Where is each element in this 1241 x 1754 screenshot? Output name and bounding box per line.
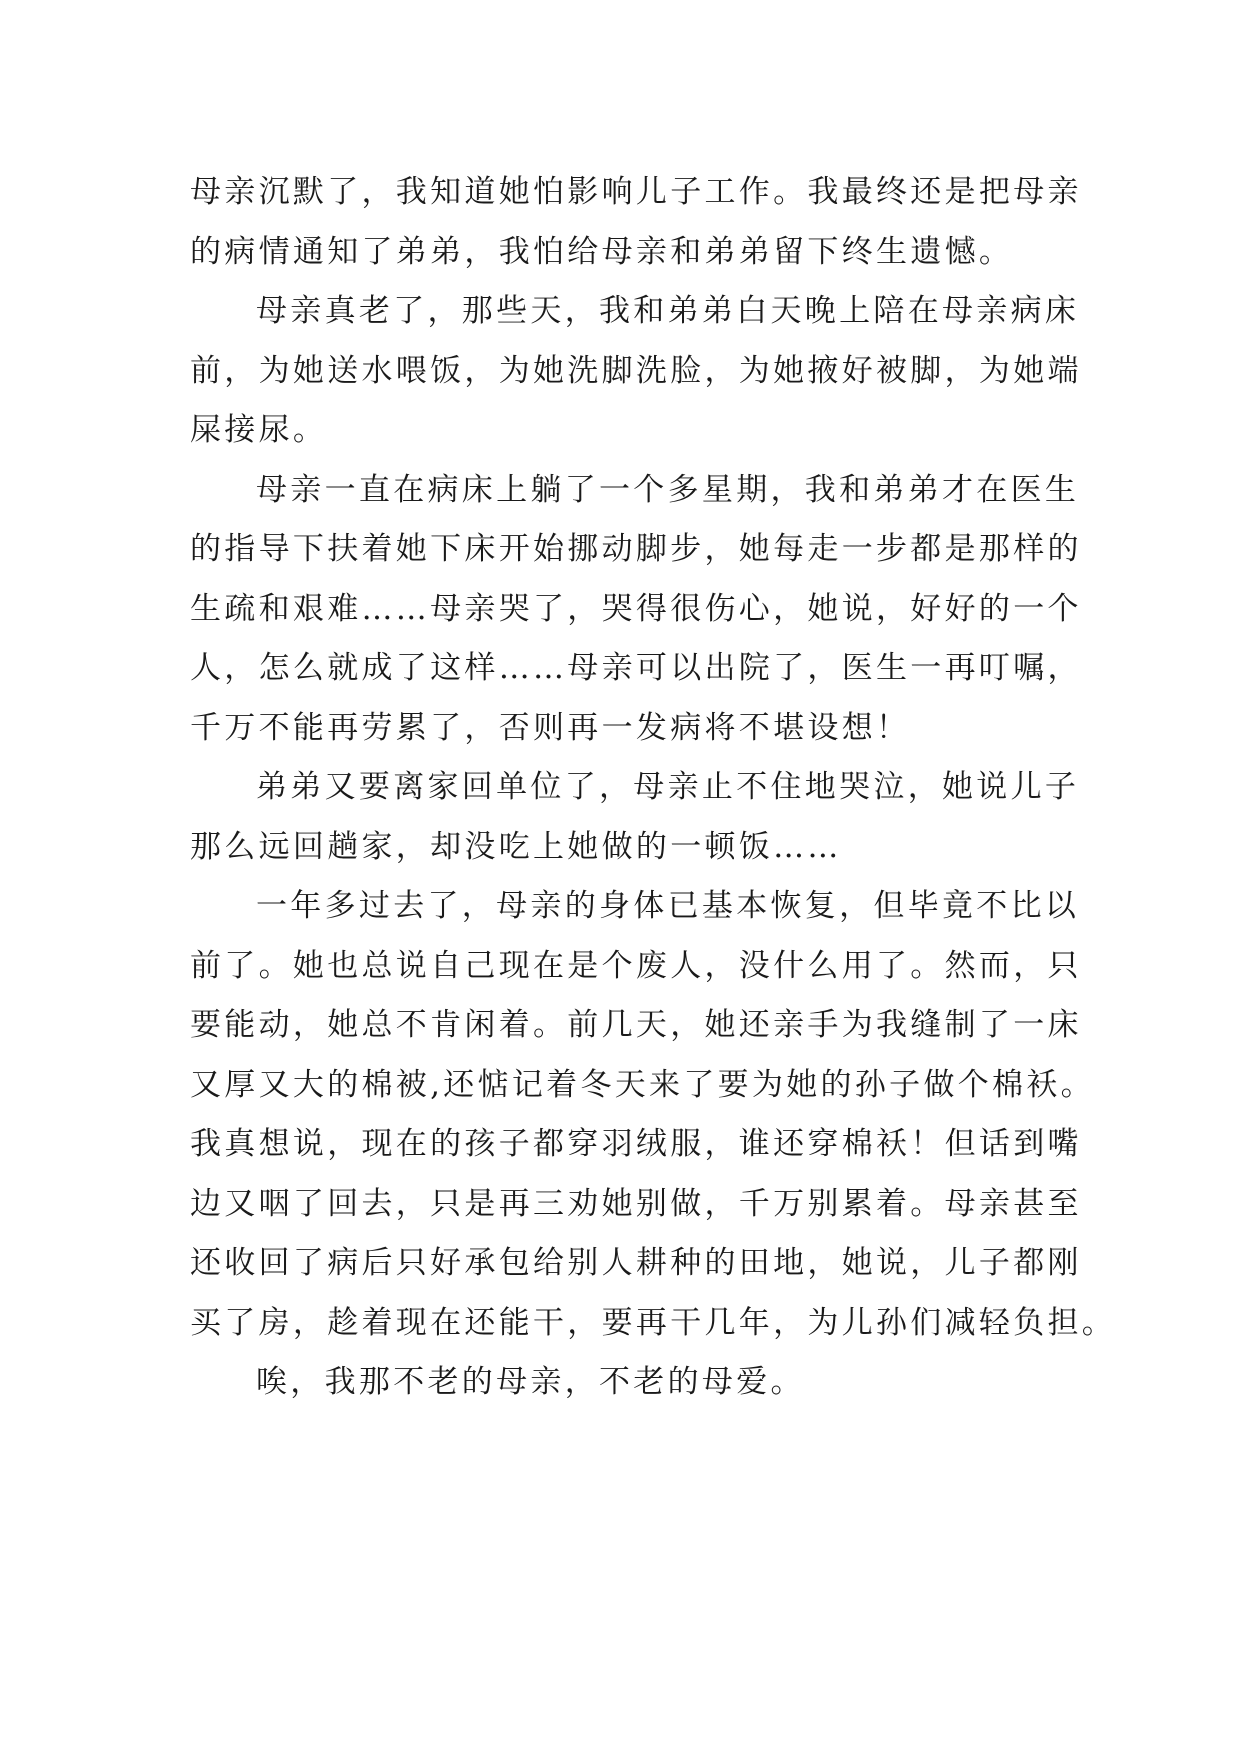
text-line: 一年多过去了，母亲的身体已基本恢复，但毕竟不比以 <box>256 888 1080 924</box>
text-line: 母亲真老了，那些天，我和弟弟白天晚上陪在母亲病床 <box>256 293 1080 329</box>
text-line: 唉，我那不老的母亲，不老的母爱。 <box>256 1364 805 1400</box>
text-line: 人，怎么就成了这样……母亲可以出院了，医生一再叮嘱， <box>190 650 1082 686</box>
text-line: 母亲一直在病床上躺了一个多星期，我和弟弟才在医生 <box>256 471 1080 508</box>
text-line: 母亲沉默了，我知道她怕影响儿子工作。我最终还是把母亲 <box>190 174 1082 210</box>
text-line: 我真想说，现在的孩子都穿羽绒服，谁还穿棉袄！但话到嘴 <box>190 1126 1082 1162</box>
text-line: 又厚又大的棉被,还惦记着冬天来了要为她的孙子做个棉袄。 <box>190 1066 1095 1103</box>
document-page <box>190 163 1117 1413</box>
text-line: 边又咽了回去，只是再三劝她别做，千万别累着。母亲甚至 <box>190 1185 1082 1222</box>
text-line: 的病情通知了弟弟，我怕给母亲和弟弟留下终生遗憾。 <box>190 233 1014 270</box>
text-line: 那么远回趟家，却没吃上她做的一顿饭…… <box>190 828 842 865</box>
text-line: 的指导下扶着她下床开始挪动脚步，她每走一步都是那样的 <box>190 531 1082 567</box>
text-line: 前，为她送水喂饭，为她洗脚洗脸，为她掖好被脚，为她端 <box>190 352 1082 389</box>
text-line: 要能动，她总不肯闲着。前几天，她还亲手为我缝制了一床 <box>190 1007 1082 1043</box>
text-line: 弟弟又要离家回单位了，母亲止不住地哭泣，她说儿子 <box>256 769 1080 805</box>
text-line: 买了房，趁着现在还能干，要再干几年，为儿孙们减轻负担。 <box>190 1304 1117 1341</box>
text-line: 屎接尿。 <box>190 412 328 448</box>
text-line: 还收回了病后只好承包给别人耕种的田地，她说，儿子都刚 <box>190 1245 1082 1281</box>
text-line: 前了。她也总说自己现在是个废人，没什么用了。然而，只 <box>190 947 1082 984</box>
text-line: 千万不能再劳累了，否则再一发病将不堪设想！ <box>190 709 911 746</box>
text-line: 生疏和艰难……母亲哭了，哭得很伤心，她说，好好的一个 <box>190 590 1082 627</box>
